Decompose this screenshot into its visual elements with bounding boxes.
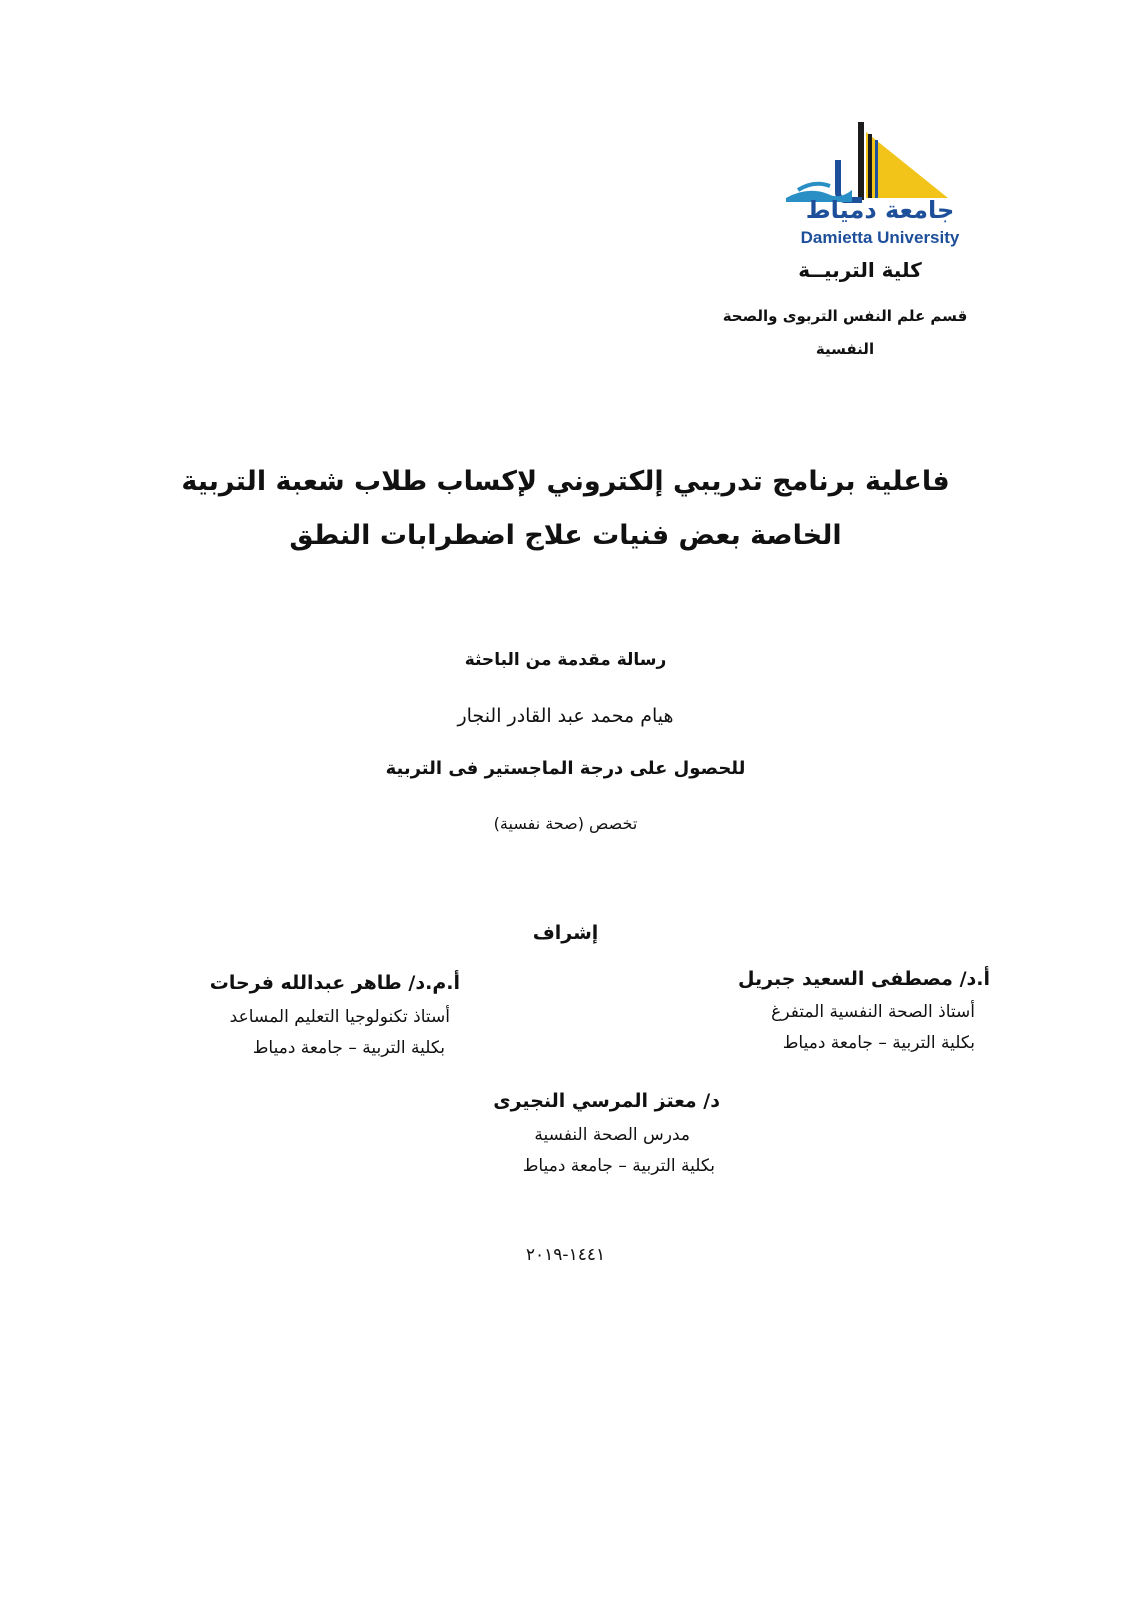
supervisor-3-name: د/ معتز المرسي النجيرى <box>493 1090 720 1112</box>
department-name: قسم علم النفس التربوى والصحة النفسية <box>722 307 968 358</box>
researcher-name: هيام محمد عبد القادر النجار <box>457 705 674 727</box>
supervisor-3-institution: بكلية التربية – جامعة دمياط <box>522 1156 715 1176</box>
logo-bar-2 <box>868 134 872 198</box>
faculty-name: كلية التربيــة <box>798 258 922 282</box>
thesis-title-line-1: فاعلية برنامج تدريبي إلكتروني لإكساب طلاب شعبة التربية <box>181 466 950 497</box>
submitted-by: رسالة مقدمة من الباحثة <box>464 650 667 670</box>
supervisor-1-role: أستاذ الصحة النفسية المتفرغ <box>771 1002 975 1022</box>
logo-water-wave-2 <box>798 184 830 190</box>
supervisor-1-institution: بكلية التربية – جامعة دمياط <box>782 1033 975 1053</box>
supervisor-3-role: مدرس الصحة النفسية <box>534 1125 690 1145</box>
logo-yellow-triangle <box>866 132 948 198</box>
logo-bar-1 <box>858 122 864 200</box>
supervision-heading: إشراف <box>532 922 599 944</box>
supervisor-2-institution: بكلية التربية – جامعة دمياط <box>252 1038 445 1058</box>
supervisor-2-role: أستاذ تكنولوجيا التعليم المساعد <box>229 1007 450 1027</box>
logo-arabic-name: جامعة دمياط <box>805 196 955 224</box>
supervisor-2-name: أ.م.د/ طاهر عبدالله فرحات <box>209 972 460 994</box>
degree-statement: للحصول على درجة الماجستير فى التربية <box>385 758 746 779</box>
logo-english-name: Damietta University <box>800 228 960 247</box>
thesis-title-line-2: الخاصة بعض فنيات علاج اضطرابات النطق <box>289 520 842 551</box>
logo-bar-3 <box>875 140 878 198</box>
specialization: تخصص (صحة نفسية) <box>493 814 638 833</box>
supervisor-1-name: أ.د/ مصطفى السعيد جبريل <box>738 968 990 990</box>
year: ١٤٤١-٢٠١٩ <box>525 1245 606 1265</box>
